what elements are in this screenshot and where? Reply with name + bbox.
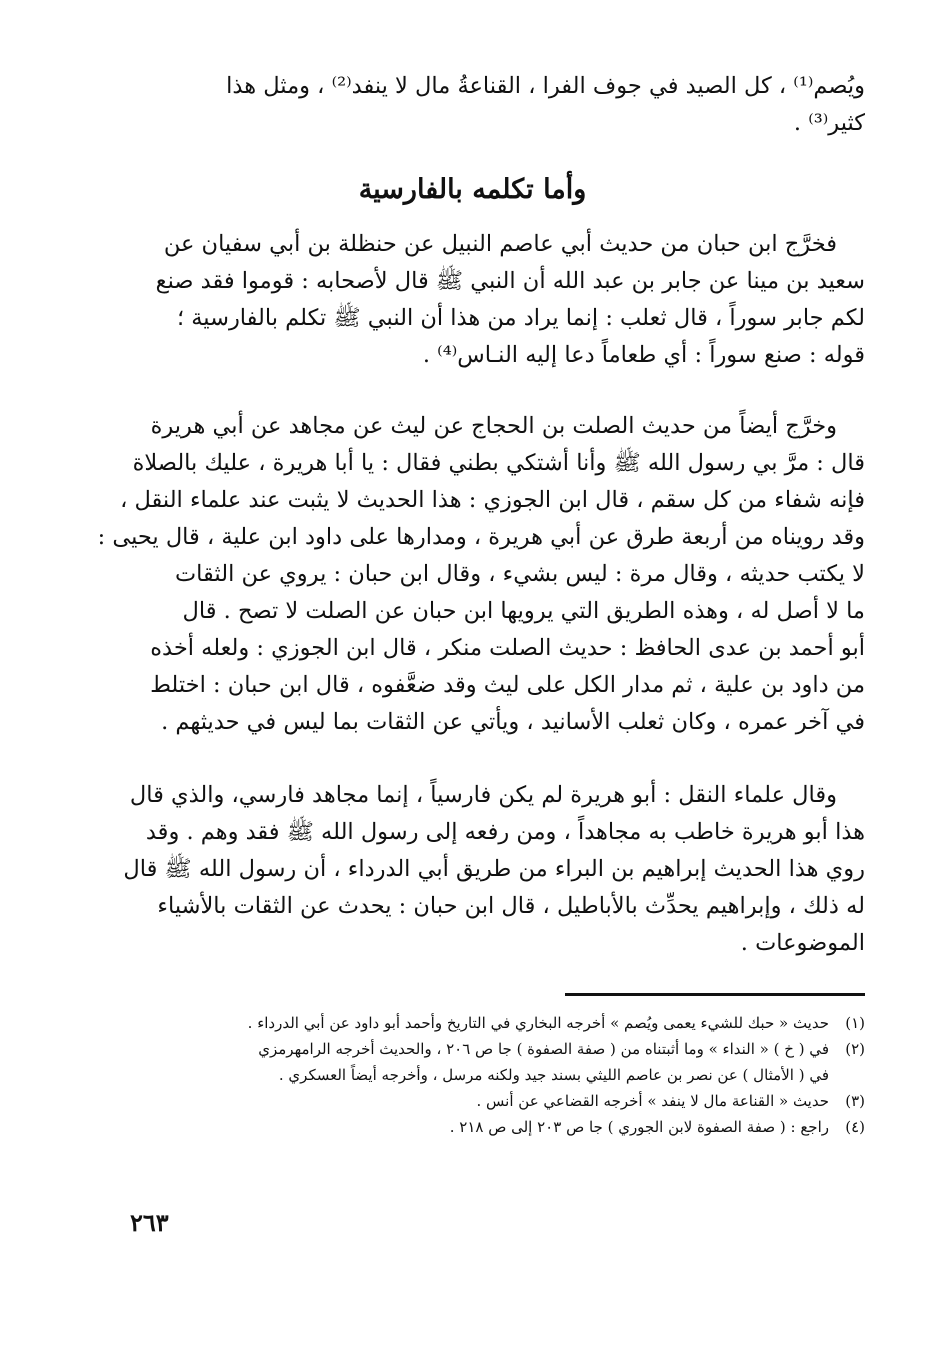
footnote-item [80,1036,865,1088]
footnote-item [80,1010,865,1036]
text-line: وقد رويناه من أربعة طرق عن أبي هريرة ، ومدارها على داود ابن علية ، قال يحيى : [97,524,865,550]
footnote-item [80,1088,865,1114]
page-number: ٢٦٣ [130,1208,169,1237]
text-line: وقال علماء النقل : أبو هريرة لم يكن فارسياً ، إنما مجاهد فارسي، والذي قال [129,782,837,808]
section-heading: وأما تكلمه بالفارسية [358,174,587,205]
text-line: كثير⁽³⁾ . [793,110,865,136]
footnote-line: راجع : ( صفة الصفوة لابن الجوري ) جا ص ٢٠٣ إلى ص ٢١٨ . [449,1118,829,1136]
footnote-number: (٤) [845,1118,865,1136]
text-line: ويُصم⁽¹⁾ ، كل الصيد في جوف الفرا ، القناعةُ مال لا ينفد⁽²⁾ ، ومثل هذا [226,73,865,99]
text-line: لا يكتب حديثه ، وقال مرة : ليس بشيء ، وقال ابن حبان : يروي عن الثقات [175,561,865,587]
footnote-line: في ( خ ) « النداء » وما أثبتناه من ( صفة الصفوة ) جا ص ٢٠٦ ، والحديث أخرجه الرامهرمزي [258,1040,829,1058]
footnote-item [80,1114,865,1140]
text-line: فإنه شفاء من كل سقم ، قال ابن الجوزي : هذا الحديث لا يثبت عند علماء النقل ، [120,487,865,513]
footnote-line: حديث « حبك للشيء يعمى ويُصم » أخرجه البخاري في التاريخ وأحمد أبو داود عن أبي الدرداء . [247,1014,829,1032]
paragraph-1 [80,226,865,374]
footnote-line: في ( الأمثال ) عن نصر بن عاصم الليثي بسند جيد ولكنه مرسل ، وأخرجه أيضاً العسكري . [278,1066,829,1084]
intro-paragraph [80,68,865,142]
text-line: الموضوعات . [740,930,865,956]
text-line: وخرَّج أيضاً من حديث الصلت بن الحجاج عن ليث عن مجاهد عن أبي هريرة [150,413,837,439]
text-line: هذا أبو هريرة خاطب به مجاهداً ، ومن رفعه إلى رسول الله ﷺ فقد وهم . وقد [145,819,865,845]
text-line: في آخر عمره ، وكان ثعلب الأسانيد ، ويأتي عن الثقات بما ليس في حديثهم . [161,709,865,735]
text-line: لكم جابر سوراً ، قال ثعلب : إنما يراد من هذا أن النبي ﷺ تكلم بالفارسية ؛ [176,305,865,331]
footnote-divider [565,993,865,996]
text-line: من داود بن علية ، ثم مدار الكل على ليث وقد ضعَّفوه ، قال ابن حبان : اختلط [150,672,865,698]
text-line: فخرَّج ابن حبان من حديث أبي عاصم النبيل عن حنظلة بن أبي سفيان عن [163,231,837,257]
footnote-line: حديث « القناعة مال لا ينفد » أخرجه القضاعي عن أنس . [476,1092,829,1110]
text-line: له ذلك ، وإبراهيم يحدِّث بالأباطيل ، قال ابن حبان : يحدث عن الثقات بالأشياء [157,893,865,919]
footnotes [80,1010,865,1140]
text-line: قال : مرَّ بي رسول الله ﷺ وأنا أشتكي بطني فقال : يا أبا هريرة ، عليك بالصلاة [132,450,865,476]
footnote-number: (٣) [845,1092,865,1110]
text-line: قوله : صنع سوراً : أي طعاماً دعا إليه النـاس⁽⁴⁾ . [422,342,865,368]
text-line: سعيد بن مينا عن جابر بن عبد الله أن النبي ﷺ قال لأصحابه : قوموا فقد صنع [155,268,865,294]
footnote-number: (٢) [845,1040,865,1058]
text-line: ما لا أصل له ، وهذه الطريق التي يرويها ابن حبان عن الصلت لا تصح . قال [182,598,865,624]
text-line: روي هذا الحديث إبراهيم بن البراء من طريق أبي الدرداء ، أن رسول الله ﷺ قال [123,856,865,882]
text-line: أبو أحمد بن عدى الحافظ : حديث الصلت منكر ، قال ابن الجوزي : ولعله أخذه [150,635,865,661]
footnote-number: (١) [845,1014,865,1032]
paragraph-2 [80,408,865,741]
paragraph-3 [80,777,865,962]
